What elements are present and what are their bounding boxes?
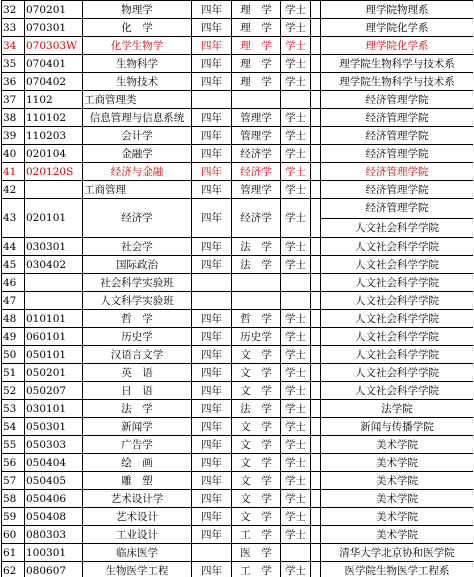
duration-cell (192, 544, 232, 562)
blank-cell (311, 364, 321, 382)
degree-cell: 学士 (281, 472, 311, 490)
duration-cell (192, 292, 232, 310)
duration-cell: 四年 (192, 436, 232, 454)
row-number-cell: 38 (2, 109, 25, 127)
discipline-category-cell: 文 学 (232, 364, 281, 382)
major-code-cell: 010101 (25, 310, 83, 328)
school-cell: 人文社会科学学院 (321, 364, 474, 382)
degree-cell: 学士 (281, 1, 311, 19)
duration-cell: 四年 (192, 238, 232, 256)
degree-cell: 学士 (281, 163, 311, 181)
discipline-category-cell: 理 学 (232, 37, 281, 55)
school-cell: 人文社会科学学院 (321, 292, 474, 310)
table-row (2, 382, 474, 400)
row-number-cell: 61 (2, 544, 25, 562)
blank-cell (311, 454, 321, 472)
row-number-cell: 42 (2, 181, 25, 199)
table-row (2, 328, 474, 346)
blank-cell (311, 508, 321, 526)
discipline-category-cell: 文 学 (232, 346, 281, 364)
degree-cell: 学士 (281, 37, 311, 55)
major-name-cell: 雕 塑 (83, 472, 192, 490)
major-code-cell: 070303W (25, 37, 83, 55)
table-row (2, 436, 474, 454)
discipline-category-cell: 法 学 (232, 238, 281, 256)
major-code-cell: 020101 (25, 199, 83, 238)
duration-cell: 四年 (192, 109, 232, 127)
discipline-category-cell: 文 学 (232, 490, 281, 508)
major-code-cell: 110102 (25, 109, 83, 127)
blank-cell (311, 418, 321, 436)
table-row (2, 274, 474, 292)
blank-cell (311, 181, 321, 199)
discipline-category-cell: 管理学 (232, 109, 281, 127)
duration-cell: 四年 (192, 1, 232, 19)
major-code-cell (25, 181, 83, 199)
row-number-cell: 54 (2, 418, 25, 436)
majors-table (1, 0, 473, 577)
discipline-category-cell: 理 学 (232, 55, 281, 73)
major-name-cell: 法 学 (83, 400, 192, 418)
duration-cell: 四年 (192, 145, 232, 163)
row-number-cell: 32 (2, 1, 25, 19)
row-number-cell: 40 (2, 145, 25, 163)
blank-cell (311, 274, 321, 292)
table-row (2, 310, 474, 328)
blank-cell (311, 436, 321, 454)
table-body (2, 1, 474, 577)
school-cell: 美术学院 (321, 472, 474, 490)
table-row (2, 256, 474, 274)
row-number-cell: 45 (2, 256, 25, 274)
major-code-cell: 080303 (25, 526, 83, 544)
duration-cell: 四年 (192, 310, 232, 328)
blank-cell (311, 145, 321, 163)
major-name-cell: 化学生物学 (83, 37, 192, 55)
school-cell: 经济管理学院 (321, 181, 474, 199)
row-number-cell: 58 (2, 490, 25, 508)
duration-cell: 四年 (192, 199, 232, 238)
major-name-cell: 广告学 (83, 436, 192, 454)
school-cell: 美术学院 (321, 454, 474, 472)
degree-cell: 学士 (281, 238, 311, 256)
school-cell: 人文社会科学学院 (321, 382, 474, 400)
document-page (1, 0, 473, 577)
blank-cell (311, 310, 321, 328)
table-row (2, 109, 474, 127)
major-code-cell: 050303 (25, 436, 83, 454)
major-code-cell: 1102 (25, 91, 83, 109)
school-cell: 经济管理学院 (321, 91, 474, 109)
major-code-cell: 070401 (25, 55, 83, 73)
degree-cell: 学士 (281, 310, 311, 328)
table-row (2, 55, 474, 73)
blank-cell (311, 1, 321, 19)
duration-cell: 四年 (192, 454, 232, 472)
school-line: 人文社会科学学院 (355, 221, 439, 234)
major-name-cell: 新闻学 (83, 418, 192, 436)
row-number-cell: 50 (2, 346, 25, 364)
blank-cell (311, 19, 321, 37)
major-code-cell (25, 274, 83, 292)
table-row (2, 526, 474, 544)
discipline-category-cell: 哲 学 (232, 310, 281, 328)
school-cell: 理学院化学系 (321, 19, 474, 37)
duration-cell: 四年 (192, 73, 232, 91)
major-code-cell: 050406 (25, 490, 83, 508)
degree-cell: 学士 (281, 508, 311, 526)
duration-cell: 四年 (192, 490, 232, 508)
degree-cell: 学士 (281, 490, 311, 508)
major-name-cell: 社会科学实验班 (83, 274, 192, 292)
row-number-cell: 55 (2, 436, 25, 454)
blank-cell (311, 328, 321, 346)
table-row (2, 37, 474, 55)
row-number-cell: 37 (2, 91, 25, 109)
degree-cell: 学士 (281, 346, 311, 364)
discipline-category-cell: 工 学 (232, 562, 281, 577)
table-row (2, 199, 474, 238)
major-name-cell: 信息管理与信息系统 (83, 109, 192, 127)
duration-cell: 四年 (192, 19, 232, 37)
degree-cell: 学士 (281, 55, 311, 73)
discipline-category-cell: 文 学 (232, 454, 281, 472)
blank-cell (311, 37, 321, 55)
degree-cell: 学士 (281, 382, 311, 400)
table-row (2, 562, 474, 577)
school-cell: 人文社会科学学院 (321, 256, 474, 274)
discipline-category-cell: 文 学 (232, 472, 281, 490)
row-number-cell: 44 (2, 238, 25, 256)
major-name-cell: 日 语 (83, 382, 192, 400)
duration-cell: 四年 (192, 472, 232, 490)
row-number-cell: 34 (2, 37, 25, 55)
major-code-cell: 060101 (25, 328, 83, 346)
major-code-cell: 030101 (25, 400, 83, 418)
degree-cell (281, 292, 311, 310)
discipline-category-cell: 医 学 (232, 544, 281, 562)
major-name-cell: 历史学 (83, 328, 192, 346)
discipline-category-cell: 文 学 (232, 508, 281, 526)
school-cell: 美术学院 (321, 526, 474, 544)
blank-cell (311, 490, 321, 508)
blank-cell (311, 526, 321, 544)
discipline-category-cell: 经济学 (232, 199, 281, 238)
discipline-category-cell: 管理学 (232, 127, 281, 145)
major-code-cell: 050404 (25, 454, 83, 472)
row-number-cell: 43 (2, 199, 25, 238)
major-name-cell: 生物科学 (83, 55, 192, 73)
duration-cell: 四年 (192, 163, 232, 181)
blank-cell (311, 238, 321, 256)
school-cell: 法学院 (321, 400, 474, 418)
major-code-cell: 050405 (25, 472, 83, 490)
school-cell: 理学院生物科学与技术系 (321, 73, 474, 91)
discipline-category-cell: 法 学 (232, 256, 281, 274)
discipline-category-cell: 文 学 (232, 382, 281, 400)
major-name-cell: 哲 学 (83, 310, 192, 328)
major-name-cell: 社会学 (83, 238, 192, 256)
table-row (2, 91, 474, 109)
major-code-cell (25, 292, 83, 310)
school-cell: 医学院生物医学工程系 (321, 562, 474, 577)
row-number-cell: 48 (2, 310, 25, 328)
school-cell: 人文社会科学学院 (321, 346, 474, 364)
major-code-cell: 020104 (25, 145, 83, 163)
table-row (2, 238, 474, 256)
discipline-category-cell: 理 学 (232, 19, 281, 37)
duration-cell: 四年 (192, 181, 232, 199)
row-number-cell: 52 (2, 382, 25, 400)
table-row (2, 418, 474, 436)
duration-cell (192, 91, 232, 109)
duration-cell: 四年 (192, 418, 232, 436)
duration-cell (192, 274, 232, 292)
major-name-cell: 绘 画 (83, 454, 192, 472)
major-name-cell: 生物医学工程 (83, 562, 192, 577)
degree-cell (281, 544, 311, 562)
row-number-cell: 51 (2, 364, 25, 382)
school-cell: 人文社会科学学院 (321, 328, 474, 346)
blank-cell (311, 73, 321, 91)
degree-cell (281, 274, 311, 292)
degree-cell: 学士 (281, 328, 311, 346)
major-code-cell: 100301 (25, 544, 83, 562)
blank-cell (311, 256, 321, 274)
degree-cell: 学士 (281, 400, 311, 418)
duration-cell: 四年 (192, 364, 232, 382)
degree-cell: 学士 (281, 19, 311, 37)
duration-cell: 四年 (192, 400, 232, 418)
major-code-cell: 070402 (25, 73, 83, 91)
row-number-cell: 49 (2, 328, 25, 346)
major-code-cell: 080607 (25, 562, 83, 577)
school-cell: 经济管理学院 (321, 127, 474, 145)
major-name-cell: 金融学 (83, 145, 192, 163)
discipline-category-cell: 经济学 (232, 163, 281, 181)
discipline-category-cell: 法 学 (232, 400, 281, 418)
blank-cell (311, 292, 321, 310)
degree-cell: 学士 (281, 109, 311, 127)
table-row (2, 163, 474, 181)
school-cell (321, 199, 474, 238)
duration-cell: 四年 (192, 508, 232, 526)
major-name-cell: 会计学 (83, 127, 192, 145)
row-number-cell: 46 (2, 274, 25, 292)
blank-cell (311, 55, 321, 73)
degree-cell: 学士 (281, 526, 311, 544)
blank-cell (311, 163, 321, 181)
table-row (2, 73, 474, 91)
duration-cell: 四年 (192, 328, 232, 346)
table-row (2, 346, 474, 364)
discipline-category-cell: 经济学 (232, 145, 281, 163)
major-name-cell: 艺术设计学 (83, 490, 192, 508)
duration-cell: 四年 (192, 37, 232, 55)
blank-cell (311, 346, 321, 364)
school-cell: 理学院生物科学与技术系 (321, 55, 474, 73)
discipline-category-cell (232, 292, 281, 310)
duration-cell: 四年 (192, 346, 232, 364)
row-number-cell: 41 (2, 163, 25, 181)
table-row (2, 145, 474, 163)
table-row (2, 400, 474, 418)
major-name-cell: 生物技术 (83, 73, 192, 91)
school-cell: 新闻与传播学院 (321, 418, 474, 436)
table-row (2, 1, 474, 19)
major-code-cell: 070301 (25, 19, 83, 37)
row-number-cell: 39 (2, 127, 25, 145)
degree-cell: 学士 (281, 256, 311, 274)
major-name-cell: 经济学 (83, 199, 192, 238)
duration-cell: 四年 (192, 526, 232, 544)
major-code-cell: 050408 (25, 508, 83, 526)
degree-cell: 学士 (281, 145, 311, 163)
school-line: 经济管理学院 (321, 199, 473, 219)
blank-cell (311, 127, 321, 145)
school-cell: 经济管理学院 (321, 145, 474, 163)
duration-cell: 四年 (192, 382, 232, 400)
major-name-cell: 工商管理类 (83, 91, 192, 109)
major-name-cell: 英 语 (83, 364, 192, 382)
major-name-cell: 工业设计 (83, 526, 192, 544)
table-row (2, 508, 474, 526)
school-cell: 美术学院 (321, 436, 474, 454)
school-cell: 清华大学北京协和医学院 (321, 544, 474, 562)
row-number-cell: 35 (2, 55, 25, 73)
school-cell: 经济管理学院 (321, 109, 474, 127)
discipline-category-cell (232, 91, 281, 109)
school-cell: 美术学院 (321, 490, 474, 508)
blank-cell (311, 109, 321, 127)
major-code-cell: 030402 (25, 256, 83, 274)
degree-cell: 学士 (281, 127, 311, 145)
table-row (2, 472, 474, 490)
degree-cell: 学士 (281, 73, 311, 91)
major-name-cell: 汉语言文学 (83, 346, 192, 364)
major-code-cell: 070201 (25, 1, 83, 19)
discipline-category-cell: 工 学 (232, 526, 281, 544)
discipline-category-cell: 理 学 (232, 1, 281, 19)
degree-cell: 学士 (281, 364, 311, 382)
table-row (2, 490, 474, 508)
degree-cell: 学士 (281, 436, 311, 454)
duration-cell: 四年 (192, 127, 232, 145)
major-code-cell: 110203 (25, 127, 83, 145)
discipline-category-cell: 历史学 (232, 328, 281, 346)
blank-cell (311, 382, 321, 400)
row-number-cell: 56 (2, 454, 25, 472)
table-row (2, 127, 474, 145)
row-number-cell: 62 (2, 562, 25, 577)
duration-cell: 四年 (192, 55, 232, 73)
major-code-cell: 050201 (25, 364, 83, 382)
major-name-cell: 国际政治 (83, 256, 192, 274)
row-number-cell: 33 (2, 19, 25, 37)
major-code-cell: 050207 (25, 382, 83, 400)
degree-cell: 学士 (281, 181, 311, 199)
row-number-cell: 57 (2, 472, 25, 490)
major-name-cell: 经济与金融 (83, 163, 192, 181)
table-row (2, 364, 474, 382)
major-code-cell: 050101 (25, 346, 83, 364)
discipline-category-cell: 管理学 (232, 181, 281, 199)
degree-cell: 学士 (281, 418, 311, 436)
row-number-cell: 36 (2, 73, 25, 91)
row-number-cell: 47 (2, 292, 25, 310)
major-name-cell: 艺术设计 (83, 508, 192, 526)
school-cell: 理学院化学系 (321, 37, 474, 55)
table-row (2, 292, 474, 310)
row-number-cell: 59 (2, 508, 25, 526)
school-cell: 人文社会科学学院 (321, 238, 474, 256)
major-code-cell: 030301 (25, 238, 83, 256)
row-number-cell: 60 (2, 526, 25, 544)
blank-cell (311, 91, 321, 109)
discipline-category-cell (232, 274, 281, 292)
duration-cell: 四年 (192, 256, 232, 274)
school-cell: 人文社会科学学院 (321, 310, 474, 328)
major-code-cell: 050301 (25, 418, 83, 436)
table-row (2, 19, 474, 37)
major-name-cell: 工商管理 (83, 181, 192, 199)
degree-cell (281, 91, 311, 109)
row-number-cell: 53 (2, 400, 25, 418)
degree-cell: 学士 (281, 199, 311, 238)
discipline-category-cell: 文 学 (232, 418, 281, 436)
discipline-category-cell: 理 学 (232, 73, 281, 91)
major-name-cell: 物理学 (83, 1, 192, 19)
table-row (2, 454, 474, 472)
duration-cell: 四年 (192, 562, 232, 577)
degree-cell: 学士 (281, 562, 311, 577)
school-cell: 经济管理学院 (321, 163, 474, 181)
degree-cell: 学士 (281, 454, 311, 472)
major-code-cell: 020120S (25, 163, 83, 181)
table-row (2, 181, 474, 199)
major-name-cell: 人文科学实验班 (83, 292, 192, 310)
blank-cell (311, 199, 321, 238)
school-cell: 理学院物理系 (321, 1, 474, 19)
school-cell: 美术学院 (321, 508, 474, 526)
blank-cell (311, 472, 321, 490)
school-cell: 人文社会科学学院 (321, 274, 474, 292)
discipline-category-cell: 文 学 (232, 436, 281, 454)
major-name-cell: 化 学 (83, 19, 192, 37)
blank-cell (311, 544, 321, 562)
table-row (2, 544, 474, 562)
major-name-cell: 临床医学 (83, 544, 192, 562)
blank-cell (311, 400, 321, 418)
blank-cell (311, 562, 321, 577)
